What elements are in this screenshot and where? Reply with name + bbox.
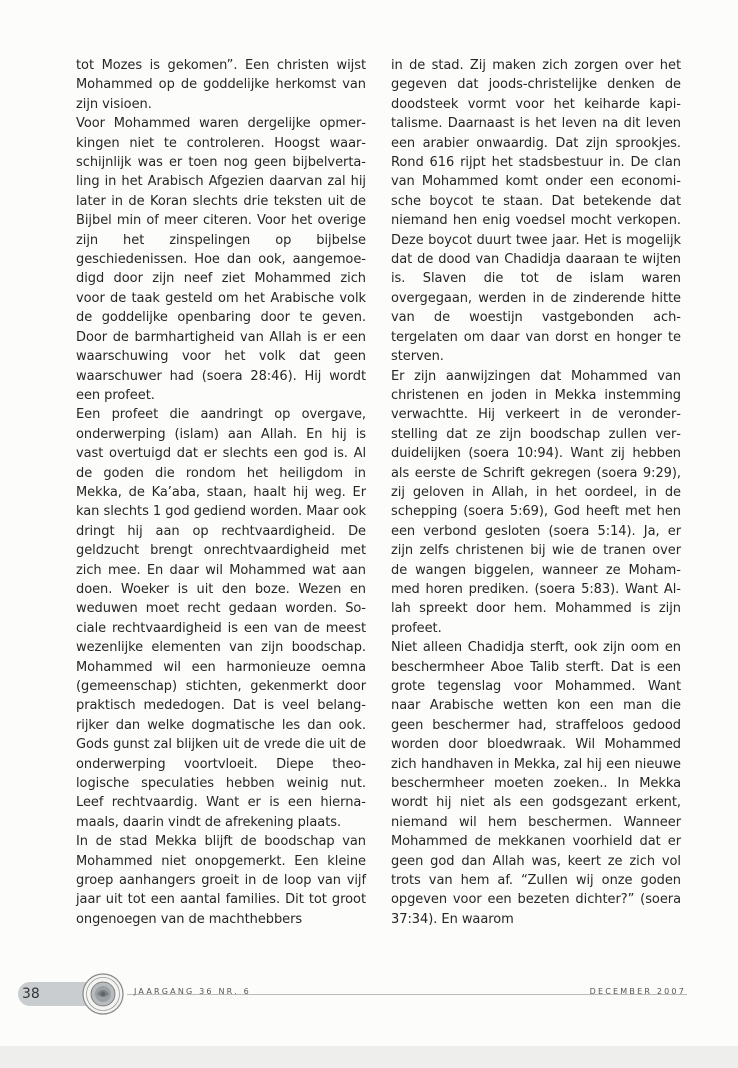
page-number: 38	[22, 986, 40, 1002]
right-column	[391, 56, 681, 929]
paragraph: Een profeet die aandringt op overgave, onderwerping (islam) aan Allah. En hij is vast overtuigd dat er slechts een god is. Al de goden die rondom het heiligdom in Mekka, de Ka’aba, staan, haalt hij weg. Er kan slechts 1 god gediend worden. Maar ook dringt hij aan op rechtvaardigheid. De geldzucht brengt onrechtvaardigheid met zich mee. En daar wil Mohammed wat aan doen. Woeker is uit den boze. Wezen en weduwen moet recht gedaan worden. Sociale rechtvaardigheid is een van de meest wezenlijke elementen van zijn boodschap. Mohammed wil een harmonieuze oemna (gemeenschap) stichten, gekenmerkt door praktisch mededogen. Dat is veel belangrijker dan welke dogmatische les dan ook. Gods gunst zal blijken uit de vrede die uit de onderwerping voortvloeit. Diepe theologische speculaties hebben weinig nut. Leef rechtvaardig. Want er is een hiernamaals, daarin vindt de afrekening plaats.	[76, 407, 366, 830]
scan-edge	[0, 1046, 738, 1068]
journal-issue: JAARGANG 36 NR. 6	[134, 987, 251, 996]
paragraph: tot Mozes is gekomen”. Een christen wijst Mohammed op de goddelijke herkomst van zijn visioen.	[76, 58, 366, 112]
paragraph: Er zijn aanwijzingen dat Mohammed van christenen en joden in Mekka instemming verwachtte. Hij verkeert in de veronderstelling dat ze zijn boodschap zullen verduidelijken (soera 10:94). Want zij hebben als eerste de Schrift gekregen (soera 9:29), zij geloven in Allah, in het oordeel, in de schepping (soera 5:69), God heeft met hen een verbond gesloten (soera 5:14). Ja, er zijn zelfs christenen bij wie de tranen over de wangen biggelen, wanneer ze Mohammed horen prediken. (soera 5:83). Want Allah spreekt door hem. Mohammed is zijn profeet.	[391, 368, 681, 636]
paragraph: In de stad Mekka blijft de boodschap van Mohammed niet onopgemerkt. Een kleine groep aanhangers groeit in de loop van vijf jaar uit tot een aantal families. Dit tot groot ongenoegen van de machthebbers	[76, 834, 366, 927]
journal-seal-icon	[79, 972, 127, 1016]
paragraph: Niet alleen Chadidja sterft, ook zijn oom en beschermheer Aboe Talib sterft. Dat is een grote tegenslag voor Mohammed. Want naar Arabische wetten kon een man die geen beschermer had, straffeloos gedood worden door bloedwraak. Wil Mohammed zich handhaven in Mekka, zal hij een nieuwe beschermheer moeten zoeken.. In Mekka wordt hij niet als een godsgezant erkent, niemand wil hem beschermen. Wanneer Mohammed de mekkanen voorhield dat er geen god dan Allah was, keert ze zich vol trots van hem af. “Zullen wij onze goden opgeven voor een bezeten dichter?” (soera 37:34). En waarom	[391, 640, 681, 927]
page-footer	[0, 972, 738, 1016]
paragraph: Voor Mohammed waren dergelijke opmerkingen niet te controleren. Hoogst waarschijnlijk was er toen nog geen bijbelvertaling in het Arabisch Afgezien daarvan zal hij later in de Koran slechts drie teksten uit de Bijbel min of meer citeren. Voor het overige zijn het zinspelingen op bijbelse geschiedenissen. Hoe dan ook, aangemoedigd door zijn neef ziet Mohammed zich voor de taak gesteld om het Arabische volk de goddelijke openbaring door te geven. Door de barmhartigheid van Allah is er een waarschuwing voor het volk dat geen waarschuwer had (soera 28:46). Hij wordt een profeet.	[76, 116, 366, 403]
paragraph: in de stad. Zij maken zich zorgen over het gegeven dat joods-christelijke denken de doodsteek vormt voor het keiharde kapitalisme. Daarnaast is het leven na dit leven een arabier onwaardig. Dat zijn sprookjes. Rond 616 rijpt het stadsbestuur in. De clan van Mohammed komt onder een economische boycot te staan. Dat betekende dat niemand hen enig voedsel mocht verkopen. Deze boycot duurt twee jaar. Het is mogelijk dat de dood van Chadidja daaraan te wijten is. Slaven die tot de islam waren overgegaan, werden in de zinderende hitte van de woestijn vastgebonden achtergelaten om daar van dorst en honger te sterven.	[391, 58, 681, 365]
issue-date: DECEMBER 2007	[589, 987, 686, 996]
left-column	[76, 56, 366, 929]
